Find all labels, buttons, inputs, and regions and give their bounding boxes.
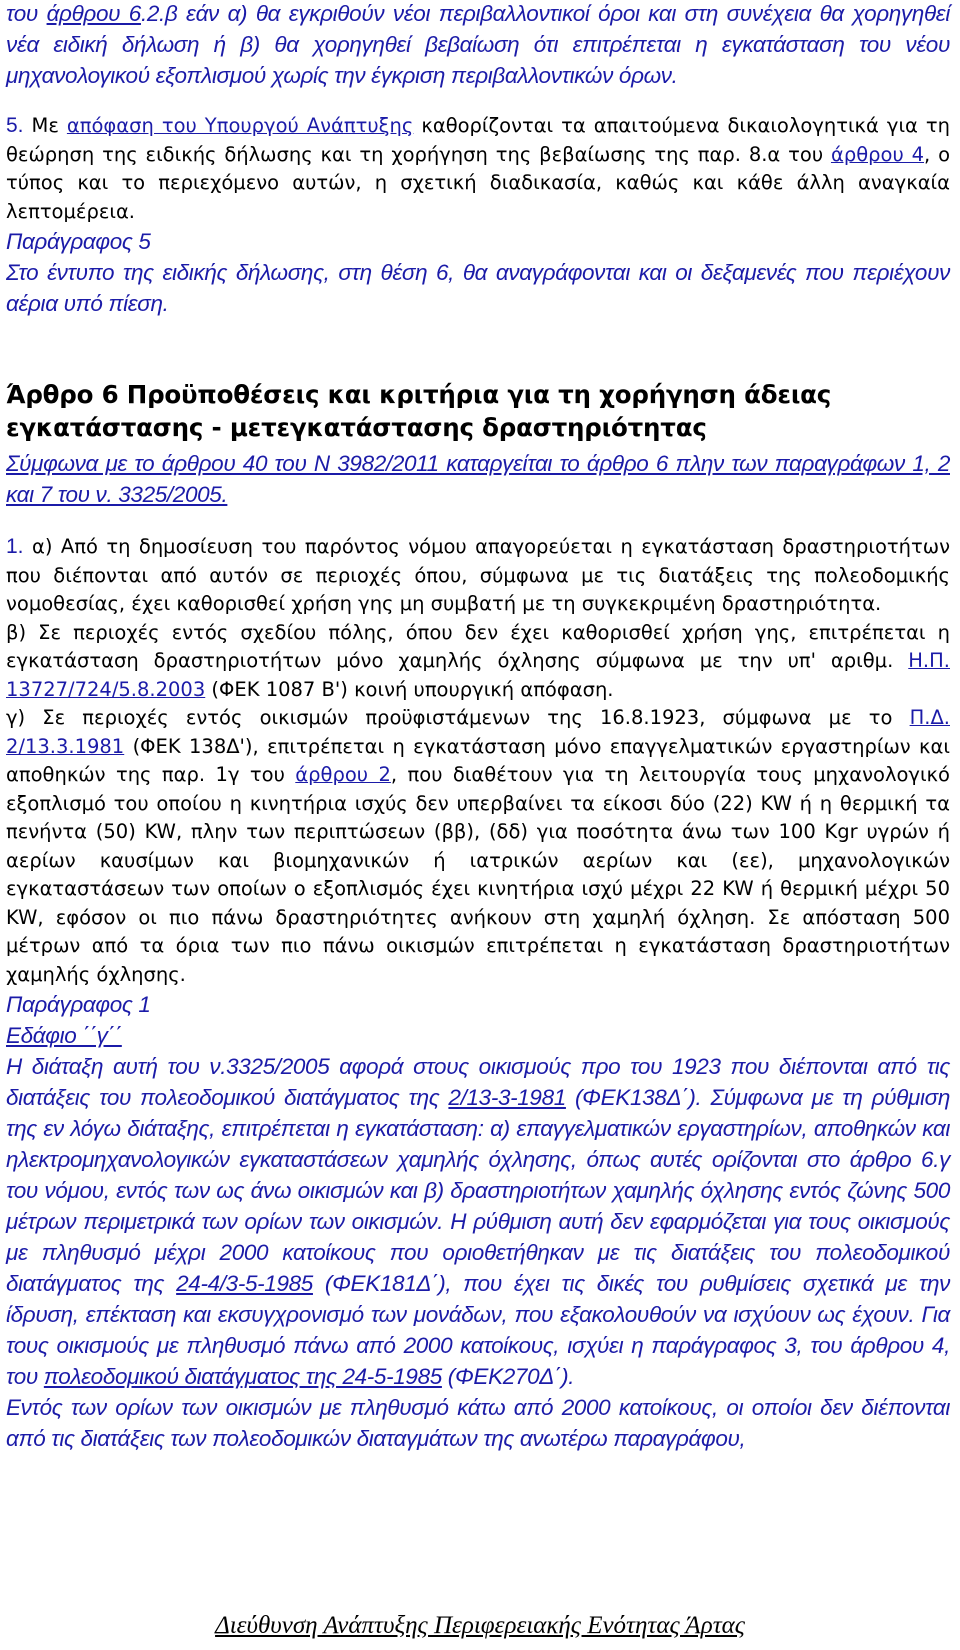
link-article-6[interactable]: άρθρου 6	[46, 1, 141, 26]
link-24-4-3-5-1985[interactable]: 24-4/3-5-1985	[176, 1271, 313, 1296]
note-label-paragraph-5: Παράγραφος 5	[6, 229, 151, 254]
text-run: β) Σε περιοχές εντός σχεδίου πόλης, όπου δεν έχει καθορισθεί χρήση γης, επιτρέπεται η εγκατάσταση δραστηριοτήτων μόνο χαμηλής όχλησης σύμφωνα με την υπ' αριθμ.	[6, 620, 950, 672]
note-clause-c-text	[6, 1051, 950, 1392]
paragraph-1a	[6, 533, 950, 619]
text-run: Η διάταξη αυτή του ν.3325/2005 αφορά στους οικισμούς προ του 1923 που διέπονται από τις διατάξεις του πολεοδομικού διατάγματος της	[6, 1054, 950, 1110]
note-label-paragraph-1: Παράγραφος 1	[6, 992, 151, 1017]
link-article-4[interactable]: άρθρου 4	[830, 142, 924, 166]
paragraph-1c	[6, 704, 950, 989]
text-run: (ΦΕΚ 1087 Β') κοινή υπουργική απόφαση.	[205, 677, 614, 701]
paragraph-5	[6, 112, 950, 226]
paragraph-number: 1.	[6, 535, 24, 558]
text-run: γ) Σε περιοχές εντός οικισμών προϋφιστάμενων της 16.8.1923, σύμφωνα με το	[6, 706, 910, 729]
page-footer: Διεύθυνση Ανάπτυξης Περιφερειακής Ενότητας Άρτας	[215, 1612, 745, 1639]
note-sublabel-clause-c: Εδάφιο ΄΄γ΄΄	[6, 1023, 122, 1048]
paragraph-continuation	[6, 0, 950, 91]
text-run: α) Από τη δημοσίευση του παρόντος νόμου απαγορεύεται η εγκατάσταση δραστηριοτήτων που διέπονται από αυτόν σε περιοχές όπου, σύμφωνα με τις διατάξεις της πολεοδομικής νομοθεσίας, έχει καθορισθεί χρήση γης μη συμβατή με τη συγκεκριμένη δραστηριότητα.	[6, 535, 950, 615]
article-6-heading: Άρθρο 6 Προϋποθέσεις και κριτήρια για τη χορήγηση άδειας εγκατάστασης - μετεγκατάστασης δραστηριότητας	[6, 380, 832, 442]
text-run: (ΦΕΚ 138Δ'), επιτρέπεται η εγκατάσταση μόνο επαγγελματικών εργαστηρίων και αποθηκών της παρ. 1γ του	[6, 734, 950, 786]
text-run: (ΦΕΚ138Δ΄). Σύμφωνα με τη ρύθμιση της εν λόγω διάταξης, επιτρέπεται η εγκατάσταση: α) επαγγελματικών εργαστηρίων, αποθηκών και ηλεκτρομηχανολογικών εγκαταστάσεων χαμηλής όχλησης, όπως αυτές ορίζονται στο άρθρο 6.γ του νόμου, εντός των ως άνω οικισμών και β) δραστηριοτήτων χαμηλής όχλησης εντός ζώνης 500 μέτρων περιμετρικά των ορίων των οικισμών. Η ρύθμιση αυτή δεν εφαρμόζεται για τους οικισμούς με πληθυσμό μέχρι 2000 κατοίκους που οριοθετήθηκαν με τις διατάξεις του πολεοδομικού διατάγματος της	[6, 1085, 950, 1296]
text-run: (ΦΕΚ181Δ΄), που έχει τις δικές του ρυθμίσεις σχετικά με την ίδρυση, επέκταση και εκσυγχρονισμό των μονάδων, που εξακολουθούν να ισχύουν ως έχουν. Για τους οικισμούς με πληθυσμό πάνω από 2000 κατοίκους, ισχύει η παράγραφος 3, του άρθρου 4, του	[6, 1271, 950, 1389]
repeal-note: Σύμφωνα με το άρθρου 40 του Ν 3982/2011 καταργείται το άρθρο 6 πλην των παραγράφων 1, 2 και 7 του ν. 3325/2005.	[6, 451, 950, 507]
document-page	[6, 0, 950, 1454]
text-run: (ΦΕΚ270Δ΄).	[441, 1364, 575, 1389]
link-pd-24-5-1985[interactable]: πολεοδομικού διατάγματος της 24-5-1985	[43, 1364, 442, 1389]
link-ministerial-decision[interactable]: απόφαση του Υπουργού Ανάπτυξης	[66, 114, 414, 137]
link-hp-13727[interactable]: Η.Π. 13727/724/5.8.2003	[6, 649, 950, 701]
link-article-2[interactable]: άρθρου 2	[295, 763, 391, 786]
text-run: , ο τύπος και το περιεχόμενο αυτών, η σχετική διαδικασία, καθώς και κάθε άλλη αναγκαία λεπτομέρεια.	[6, 142, 950, 223]
link-2-13-3-1981[interactable]: 2/13-3-1981	[448, 1085, 566, 1110]
paragraph-number: 5.	[6, 114, 24, 137]
text-run: .2.β εάν α) θα εγκριθούν νέοι περιβαλλοντικοί όροι και στη συνέχεια θα χορηγηθεί νέα ειδική δήλωση ή β) θα χορηγηθεί βεβαίωση ότι επιτρέπεται η εγκατάσταση του νέου μηχανολογικού εξοπλισμού χωρίς την έγκριση περιβαλλοντικών όρων.	[6, 1, 950, 88]
text-run: Με	[23, 114, 67, 137]
text-run: του	[6, 1, 47, 26]
text-run: καθορίζονται τα απαιτούμενα δικαιολογητικά για τη θεώρηση της ειδικής δήλωσης και τη χορήγηση της βεβαίωσης της παρ. 8.α του	[6, 114, 951, 166]
link-pd-2-1981[interactable]: Π.Δ. 2/13.3.1981	[6, 706, 950, 758]
note-paragraph-5: Στο έντυπο της ειδικής δήλωσης, στη θέση 6, θα αναγράφονται και οι δεξαμενές που περιέχουν αέρια υπό πίεση.	[6, 260, 950, 316]
paragraph-1b	[6, 619, 950, 705]
text-run: , που διαθέτουν για τη λειτουργία τους μηχανολογικό εξοπλισμό του οποίου η κινητήρια ισχύς δεν υπερβαίνει τα είκοσι δύο (22) KW ή η θερμική τα πενήντα (50) KW, πλην των περιπτώσεων (ββ), (δδ) για ποσότητα άνω των 100 Kgr υγρών ή αερίων καυσίμων και βιομηχανικών ή ιατρικών αερίων και (εε), μηχανολογικών εγκαταστάσεων των οποίων ο εξοπλισμός έχει κινητήρια ισχύ μέχρι 22 KW ή θερμική μέχρι 50 KW, εφόσον οι πιο πάνω δραστηριότητες ανήκουν στη χαμηλή όχληση. Σε απόσταση 500 μέτρων από τα όρια των πιο πάνω οικισμών επιτρέπεται η εγκατάσταση δραστηριοτήτων χαμηλής όχλησης.	[6, 763, 950, 986]
note-clause-c-continuation: Εντός των ορίων των οικισμών με πληθυσμό κάτω από 2000 κατοίκους, οι οποίοι δεν διέπονται από τις διατάξεις των πολεοδομικών διαταγμάτων της ανωτέρω παραγράφου,	[6, 1395, 950, 1451]
